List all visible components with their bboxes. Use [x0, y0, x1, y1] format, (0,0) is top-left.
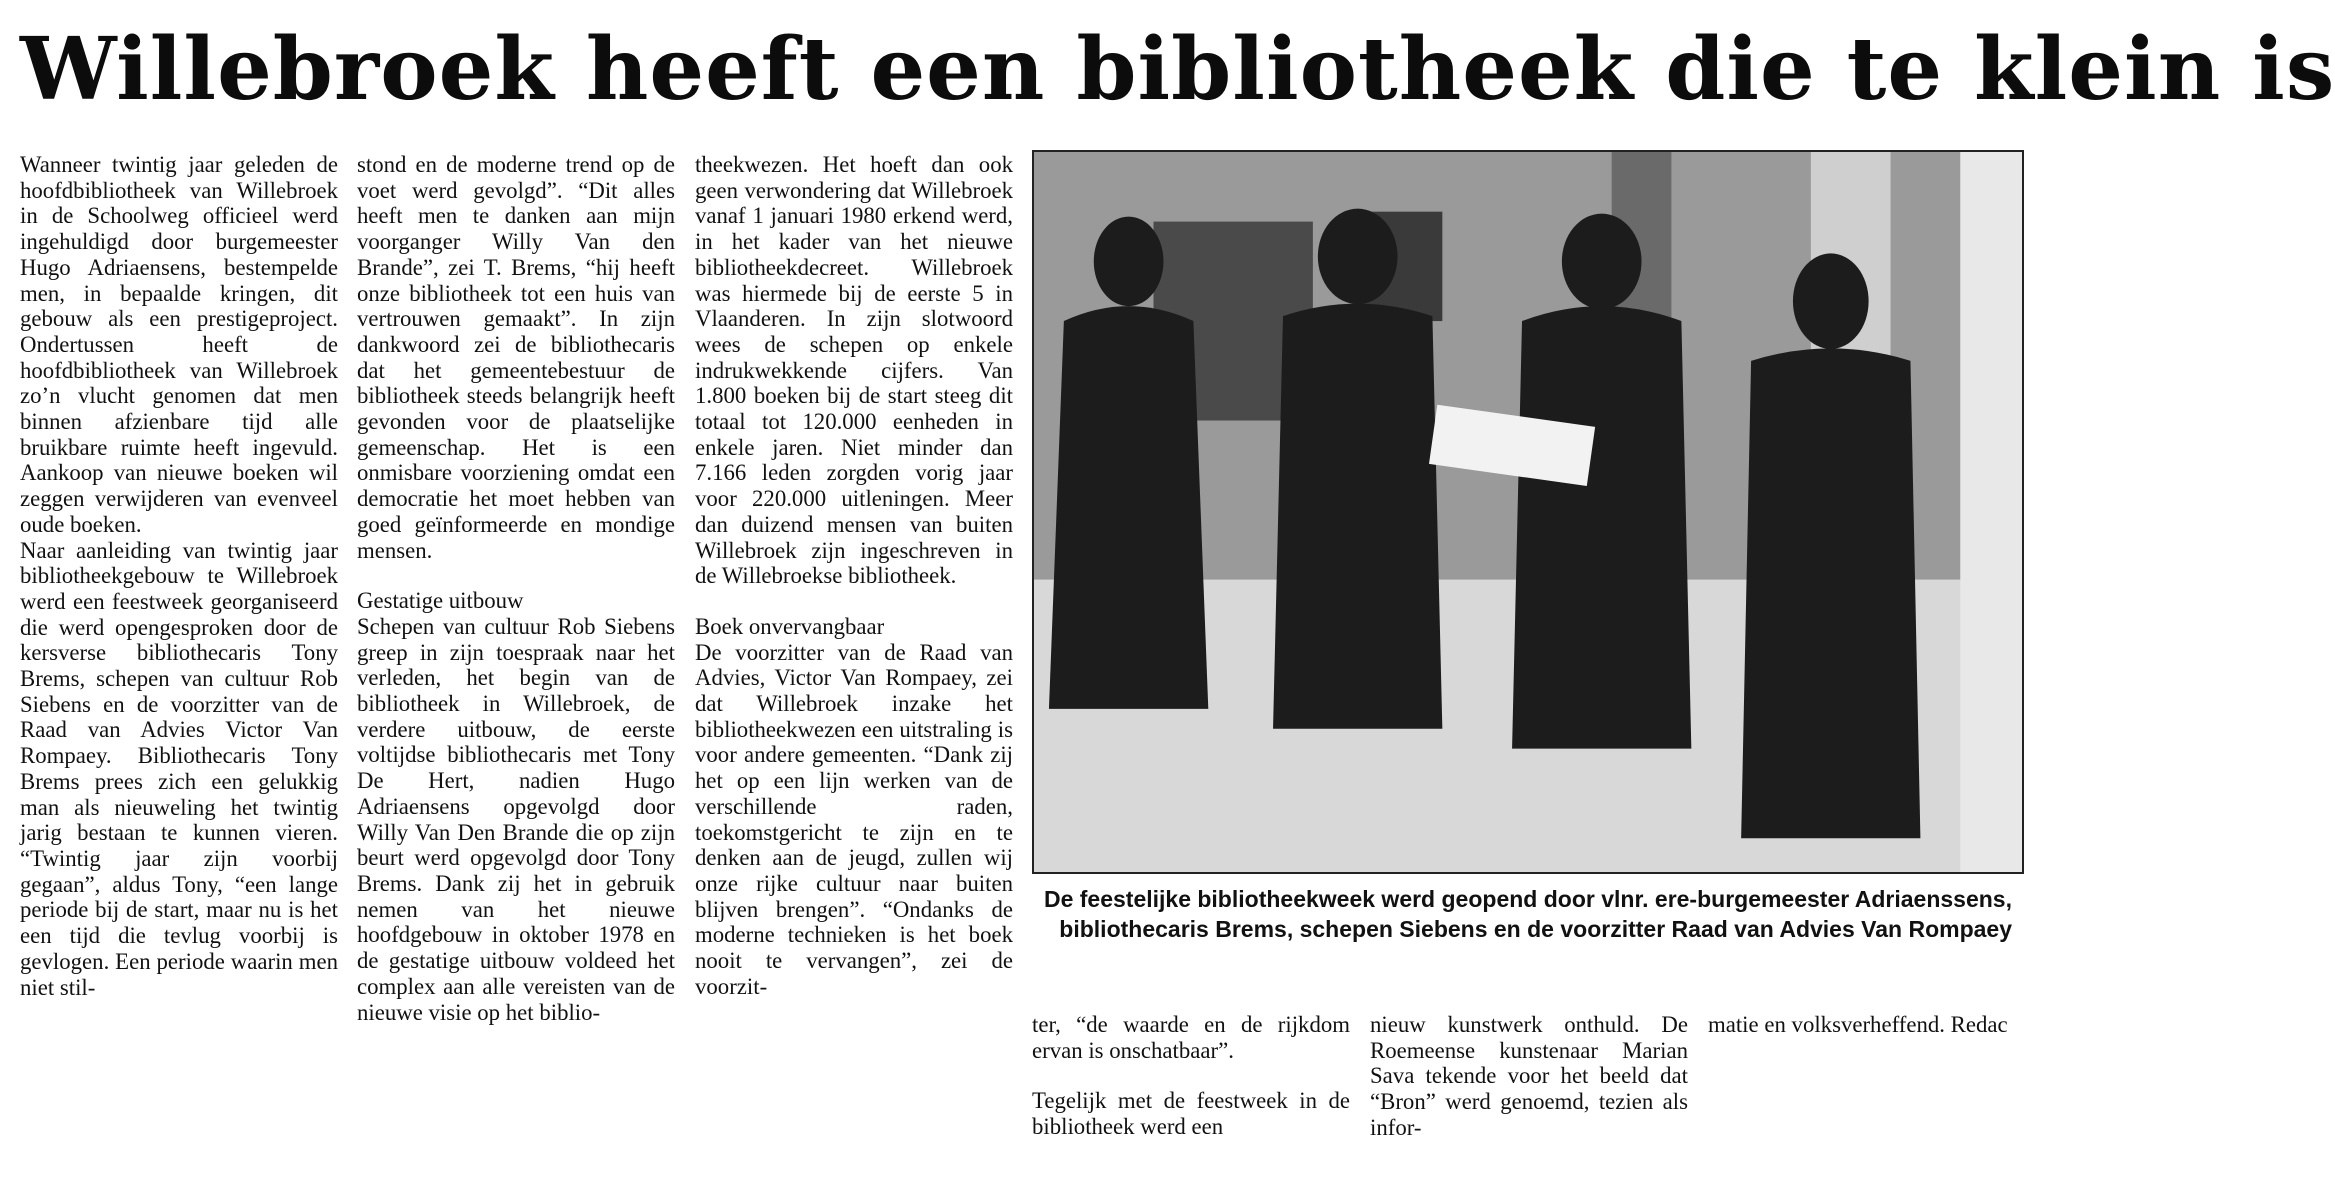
paragraph: De voorzitter van de Raad van Advies, Victor Van Rompaey, zei dat Willebroek inzake het bibliotheekwezen een uitstraling is voor andere gemeenten. “Dank zij het op een lijn werken van de verschillende raden, toekomstgericht te zijn en te denken aan de jeugd, zullen wij onze rijke cultuur naar buiten blijven brengen”. “Ondanks de moderne technieken is het boek nooit te vervangen”, zei de voorzit- [695, 639, 1013, 999]
paragraph: Naar aanleiding van twintig jaar bibliotheekgebouw te Willebroek werd een feestweek georganiseerd die werd opengesproken door de kersverse bibliothecaris Tony Brems, schepen van cultuur Rob Siebens en de voorzitter van de Raad van Advies Victor Van Rompaey. Bibliothecaris Tony Brems prees zich een gelukkig man als nieuweling het twintig jarig bestaan te kunnen vieren. “Twintig jaar zijn voorbij gegaan”, aldus Tony, “een lange periode bij de start, maar nu is het een tijd die tevlug voorbij is gevlogen. Een periode waarin men niet stil- [20, 537, 338, 1000]
article-photo [1032, 150, 2024, 874]
paragraph: Wanneer twintig jaar geleden de hoofdbibliotheek van Willebroek in de Schoolweg officieel werd ingehuldigd door burgemeester Hugo Adriaensens, bestempelde men, in bepaalde kringen, dit gebouw als een prestigeproject. Ondertussen heeft de hoofdbibliotheek van Willebroek zo’n vlucht genomen dat men binnen afzienbare tijd alle bruikbare ruimte heeft ingevuld. Aankoop van nieuwe boeken wil zeggen verwijderen van evenveel oude boeken. [20, 152, 338, 537]
column-1 [20, 152, 338, 1152]
paragraph: nieuw kunstwerk onthuld. De Roemeense kunstenaar Marian Sava tekende voor het beeld dat “Bron” werd genoemd, tezien als infor- [1370, 1012, 1688, 1140]
paragraph: theekwezen. Het hoeft dan ook geen verwondering dat Willebroek vanaf 1 januari 1980 erkend werd, in het kader van het nieuwe bibliotheekdecreet. Willebroek was hiermede bij de eerste 5 in Vlaanderen. In zijn slotwoord wees de schepen op enkele indrukwekkende cijfers. Van 1.800 boeken bij de start steeg dit totaal tot 120.000 eenheden in enkele jaren. Niet minder dan 7.166 leden zorgden vorig jaar voor 220.000 uitleningen. Meer dan duizend mensen van buiten Willebroek zijn ingeschreven in de Willebroekse bibliotheek. [695, 152, 1013, 589]
photo-image [1034, 152, 2022, 872]
subheading: Gestatige uitbouw [357, 588, 524, 614]
paragraph: Tegelijk met de feestweek in de bibliotheek werd een [1032, 1088, 1350, 1140]
column-3 [695, 152, 1013, 1152]
paragraph: matie en volksverheffend. Redac [1708, 1012, 2008, 1037]
column-6 [1708, 1012, 2026, 1038]
photo-caption: De feestelijke bibliotheekweek werd geopend door vlnr. ere-burgemeester Adriaenssens, bibliothecaris Brems, schepen Siebens en de voorzitter Raad van Advies Van Rompaey [1043, 886, 2012, 942]
column-5 [1370, 1012, 1688, 1141]
paragraph: Schepen van cultuur Rob Siebens greep in zijn toespraak naar het verleden, het begin van de bibliotheek in Willebroek, de verdere uitbouw, de eerste voltijdse bibliothecaris met Tony De Hert, nadien Hugo Adriaensens opgevolgd door Willy Van Den Brande die op zijn beurt werd opgevolgd door Tony Brems. Dank zij het in gebruik nemen van het nieuwe hoofdgebouw in oktober 1978 en de gestatige uitbouw voldeed het complex aan alle vereisten van de nieuwe visie op het biblio- [357, 613, 675, 1025]
paragraph: ter, “de waarde en de rijkdom ervan is onschatbaar”. [1032, 1012, 1350, 1063]
paragraph: stond en de moderne trend op de voet werd gevolgd”. “Dit alles heeft men te danken aan mijn voorganger Willy Van den Brande”, zei T. Brems, “hij heeft onze bibliotheek tot een huis van vertrouwen gemaakt”. In zijn dankwoord zei de bibliothecaris dat het gemeentebestuur de bibliotheek steeds belangrijk heeft gevonden voor de plaatselijke gemeenschap. Het is een onmisbare voorziening omdat een democratie het moet hebben van goed geïnformeerde en mondige mensen. [357, 152, 675, 563]
column-2 [357, 152, 675, 1152]
subheading: Boek onvervangbaar [695, 613, 885, 639]
headline: Willebroek heeft een bibliotheek die te klein is [20, 19, 2335, 120]
column-4 [1032, 1012, 1350, 1140]
